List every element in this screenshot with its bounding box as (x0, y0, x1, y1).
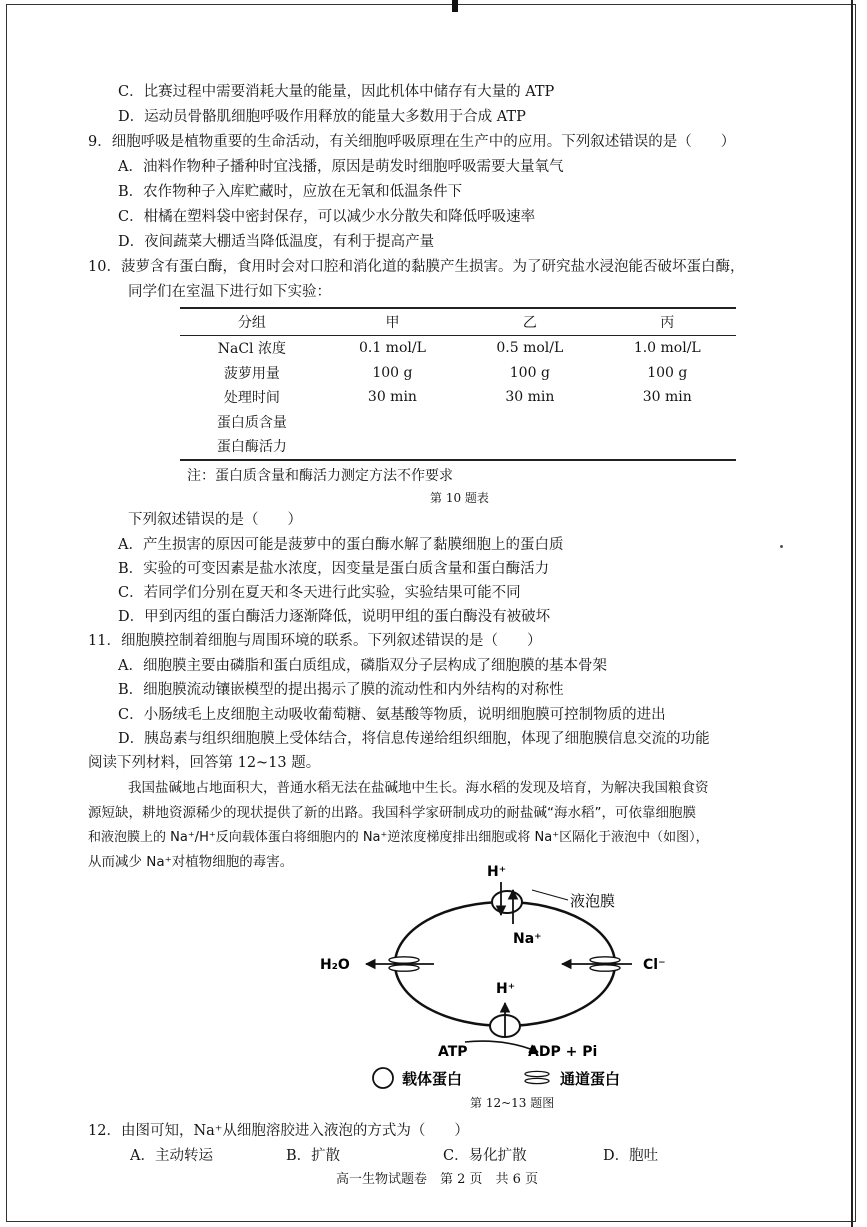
right-channel-protein (590, 957, 620, 963)
q9-option-d: D．夜间蔬菜大棚适当降低温度，有利于提高产量 (118, 234, 435, 250)
table-header: 甲 (324, 308, 461, 336)
vacuole-membrane-label: 液泡膜 (570, 892, 616, 910)
q11-option-d: D．胰岛素与组织细胞膜上受体结合，将信息传递给组织细胞，体现了细胞膜信息交流的功能 (118, 731, 710, 747)
table-row (180, 410, 736, 435)
left-channel-protein (389, 965, 419, 971)
scan-edge (851, 0, 853, 1227)
carrier-legend-label: 载体蛋白 (402, 1070, 463, 1088)
scan-speck (780, 545, 783, 548)
h-plus-bottom-label: H⁺ (496, 981, 516, 997)
table-cell: 100 g (509, 364, 550, 381)
q12-option-c: C．易化扩散 (443, 1148, 527, 1164)
q10-option-d: D．甲到丙组的蛋白酶活力逐渐降低，说明甲组的蛋白酶没有被破坏 (118, 609, 551, 625)
table-note: 注：蛋白质含量和酶活力测定方法不作要求 (187, 468, 453, 484)
table-cell: 蛋白酶活力 (180, 434, 324, 460)
binding-mark (452, 0, 458, 12)
atp-label: ATP (438, 1044, 468, 1060)
reading-line-3: 和液泡膜上的 Na⁺/H⁺反向载体蛋白将细胞内的 Na⁺逆浓度梯度排出细胞或将 Na⁺区隔化于液泡中（如图）， (88, 830, 709, 845)
table-header: 分组 (180, 308, 324, 336)
water-label: H₂O (320, 957, 350, 973)
q11-option-b: B．细胞膜流动镶嵌模型的提出揭示了膜的流动性和内外结构的对称性 (118, 682, 564, 698)
table-header: 丙 (599, 308, 736, 336)
q12-option-a: A．主动转运 (130, 1148, 213, 1164)
q10-option-c: C．若同学们分别在夏天和冬天进行此实验，实验结果可能不同 (118, 585, 521, 601)
table-cell: 0.1 mol/L (358, 340, 426, 357)
question-10-stem: 下列叙述错误的是（ ） (128, 512, 302, 528)
table-cell: 30 min (505, 389, 555, 406)
q8-option-d: D．运动员骨骼肌细胞呼吸作用释放的能量大多数用于合成 ATP (118, 109, 526, 125)
channel-legend-icon (525, 1078, 549, 1083)
table-cell: 30 min (642, 389, 692, 406)
experiment-table (180, 307, 736, 461)
question-11: 11．细胞膜控制着细胞与周围环境的联系。下列叙述错误的是（ ） (88, 633, 542, 649)
q11-option-a: A．细胞膜主要由磷脂和蛋白质组成，磷脂双分子层构成了细胞膜的基本骨架 (118, 658, 607, 674)
adp-pi-label: ADP + Pi (528, 1044, 598, 1060)
reading-line-4: 从而减少 Na⁺对植物细胞的毒害。 (88, 854, 294, 870)
vacuole-diagram (300, 860, 680, 1100)
table-caption: 第 10 题表 (430, 491, 489, 505)
channel-legend-label: 通道蛋白 (560, 1070, 621, 1088)
table-cell (599, 410, 736, 435)
channel-legend-icon (525, 1071, 549, 1076)
question-9: 9．细胞呼吸是植物重要的生命活动，有关细胞呼吸原理在生产中的应用。下列叙述错误的是（ ） (88, 134, 736, 150)
q9-option-c: C．柑橘在塑料袋中密封保存，可以减少水分散失和降低呼吸速率 (118, 209, 536, 225)
table-cell: 蛋白质含量 (216, 414, 287, 431)
table-header: 乙 (461, 308, 598, 336)
table-cell (599, 434, 736, 460)
q11-option-c: C．小肠绒毛上皮细胞主动吸收葡萄糖、氨基酸等物质，说明细胞膜可控制物质的进出 (118, 707, 666, 723)
table-cell: NaCl 浓度 (217, 341, 286, 358)
carrier-legend-icon (373, 1068, 393, 1088)
table-row (180, 385, 736, 410)
q12-option-d: D．胞吐 (603, 1148, 659, 1164)
right-channel-protein (590, 965, 620, 971)
reading-line-1: 我国盐碱地占地面积大，普通水稻无法在盐碱地中生长。海水稻的发现及培育，为解决我国粮食资 (128, 780, 709, 796)
reading-intro: 阅读下列材料，回答第 12~13 题。 (88, 755, 321, 771)
q9-option-b: B．农作物种子入库贮藏时，应放在无氧和低温条件下 (118, 184, 463, 200)
q10-option-a: A．产生损害的原因可能是菠萝中的蛋白酶水解了黏膜细胞上的蛋白质 (118, 537, 564, 553)
q8-option-c: C．比赛过程中需要消耗大量的能量，因此机体中储存有大量的 ATP (118, 84, 555, 100)
figure-caption: 第 12~13 题图 (470, 1096, 555, 1110)
question-10: 10．菠萝含有蛋白酶，食用时会对口腔和消化道的黏膜产生损害。为了研究盐水浸泡能否破坏蛋白酶， (88, 259, 745, 275)
table-cell: 100 g (647, 364, 688, 381)
top-carrier-protein (492, 891, 522, 913)
table-row (180, 361, 736, 386)
h-plus-top-label: H⁺ (487, 864, 507, 880)
label-pointer (532, 890, 568, 900)
table-cell (461, 434, 598, 460)
q12-option-b: B．扩散 (286, 1148, 341, 1164)
table-cell: 30 min (367, 389, 417, 406)
q9-option-a: A．油料作物种子播种时宜浅播，原因是萌发时细胞呼吸需要大量氧气 (118, 159, 564, 175)
reading-line-2: 源短缺，耕地资源稀少的现状提供了新的出路。我国科学家研制成功的耐盐碱“海水稻”，可依靠细胞膜 (88, 805, 696, 821)
table-cell (324, 410, 461, 435)
question-10-cont: 同学们在室温下进行如下实验： (128, 284, 331, 300)
table-cell: 菠萝用量 (223, 365, 280, 382)
table-header-row (180, 308, 736, 336)
na-plus-label: Na⁺ (513, 931, 542, 947)
q10-option-b: B．实验的可变因素是盐水浓度，因变量是蛋白质含量和蛋白酶活力 (118, 561, 550, 577)
table-cell: 100 g (372, 364, 413, 381)
table-cell: 1.0 mol/L (633, 340, 701, 357)
table-row (180, 434, 736, 460)
left-channel-protein (389, 957, 419, 963)
table-cell (461, 410, 598, 435)
chloride-label: Cl⁻ (643, 957, 666, 973)
page-footer: 高一生物试题卷 第 2 页 共 6 页 (336, 1172, 539, 1187)
table-cell (324, 434, 461, 460)
question-12: 12．由图可知，Na⁺从细胞溶胶进入液泡的方式为（ ） (88, 1123, 469, 1139)
table-cell: 0.5 mol/L (496, 340, 564, 357)
table-row (180, 336, 736, 361)
table-cell: 处理时间 (223, 390, 280, 407)
